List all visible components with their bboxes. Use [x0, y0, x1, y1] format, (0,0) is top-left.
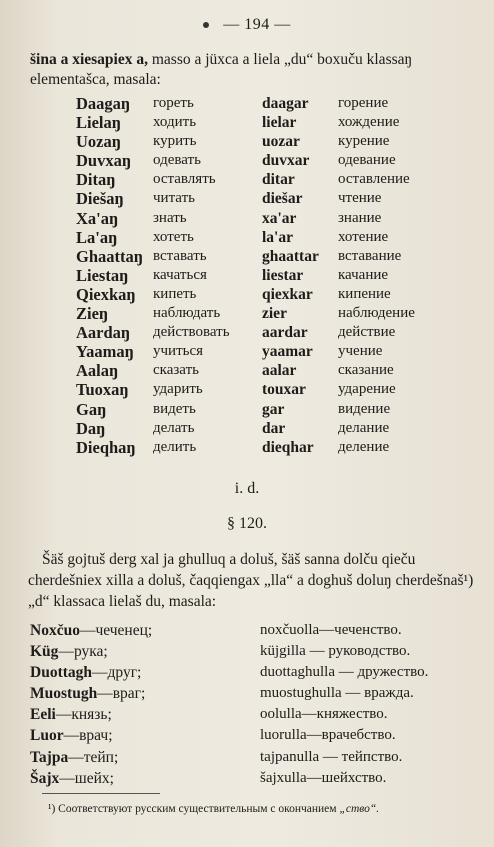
verb-row — [0, 94, 494, 113]
derived-noun: noxčuolla—чеченство. — [260, 622, 402, 638]
noun-word: Tajpa — [30, 748, 69, 766]
noun-row — [0, 662, 494, 683]
verb-row — [0, 361, 494, 380]
noun-entry — [30, 768, 114, 789]
verb-word: Qiexkaŋ — [76, 284, 136, 304]
verb-word: Daŋ — [76, 418, 106, 438]
noun-entry — [30, 747, 118, 768]
noun-word: Muostugh — [30, 685, 98, 703]
noun-word: Šajx — [30, 769, 60, 787]
verb-row — [0, 189, 494, 208]
noun-translation: —врач; — [63, 727, 113, 745]
noun-word: Noxčuo — [30, 622, 80, 639]
verb-translation: кипеть — [153, 285, 197, 302]
derived-noun: muostughulla — вражда. — [260, 685, 414, 702]
noun-translation: горение — [338, 95, 389, 111]
noun-translation: сказание — [338, 362, 394, 379]
noun-translation: качание — [338, 266, 389, 283]
verb-word: Aalaŋ — [76, 361, 119, 381]
noun-translation: делание — [338, 419, 390, 436]
verb-translation: гореть — [153, 95, 194, 111]
noun-translation: действие — [338, 324, 396, 341]
noun-row — [0, 683, 494, 704]
verb-word: Gaŋ — [76, 399, 107, 419]
noun-translation: видение — [338, 400, 391, 417]
noun-word: Duottagh — [30, 664, 93, 682]
verb-word: Diešaŋ — [76, 189, 124, 209]
noun-word: duvxar — [262, 152, 310, 170]
noun-word: touxar — [262, 381, 306, 399]
verb-translation: читать — [153, 190, 195, 207]
noun-translation: хотение — [338, 228, 389, 245]
intro-bold: šina a xiesapiex a, — [30, 51, 148, 68]
verb-row — [0, 266, 494, 285]
verb-word: Yaamaŋ — [76, 342, 134, 362]
verb-translation: наблюдать — [153, 305, 221, 322]
noun-translation: —тейп; — [68, 748, 119, 766]
verb-translation: хотеть — [153, 228, 194, 245]
verb-word: Aardaŋ — [76, 323, 131, 343]
verb-translation: ударить — [153, 381, 203, 398]
verb-translation: действовать — [153, 324, 230, 341]
verb-word: Zieŋ — [76, 304, 109, 324]
page-number: — 194 — — [223, 16, 291, 33]
intro-paragraph — [30, 50, 482, 90]
noun-row — [0, 620, 494, 641]
verb-translation: сказать — [153, 362, 199, 379]
noun-derivation-table — [0, 620, 494, 789]
derived-noun: oolulla—княжество. — [260, 706, 388, 723]
verb-row — [0, 400, 494, 419]
noun-entry — [30, 704, 112, 725]
verb-translation: одевать — [153, 152, 201, 169]
noun-word: uozar — [262, 133, 300, 151]
section-title: § 120. — [227, 515, 267, 532]
derived-noun: tajpanulla — тейпство. — [260, 748, 403, 765]
noun-word: xa'ar — [262, 209, 297, 227]
verb-word: Ditaŋ — [76, 170, 116, 190]
noun-translation: оставление — [338, 171, 410, 188]
noun-word: liestar — [262, 266, 304, 284]
derived-noun: luorulla—врачебство. — [260, 727, 396, 744]
noun-translation: —друг; — [92, 664, 142, 682]
verb-translation: видеть — [153, 400, 196, 417]
verb-word: Uozaŋ — [76, 132, 121, 152]
ie-abbreviation: i. d. — [234, 480, 260, 497]
verb-row — [0, 342, 494, 361]
page-header — [0, 16, 494, 34]
noun-word: diešar — [262, 190, 303, 208]
noun-word: ghaattar — [262, 247, 319, 265]
noun-word: la'ar — [262, 228, 293, 246]
verb-row — [0, 304, 494, 323]
verb-row — [0, 132, 494, 151]
noun-translation: —князь; — [55, 706, 112, 724]
noun-word: aardar — [262, 324, 308, 342]
verb-word: Xa'aŋ — [76, 208, 119, 228]
verb-word: Tuoxaŋ — [76, 380, 129, 400]
verb-translation: знать — [153, 209, 187, 226]
noun-translation: знание — [338, 209, 382, 226]
verb-translation: учиться — [153, 343, 204, 360]
noun-translation: чтение — [338, 190, 382, 207]
verb-word: La'aŋ — [76, 227, 118, 247]
noun-entry — [30, 641, 108, 662]
noun-row — [0, 641, 494, 662]
noun-word: ditar — [262, 171, 295, 189]
noun-translation: курение — [338, 133, 390, 150]
noun-row — [0, 704, 494, 725]
derived-noun: küjgilla — руководство. — [260, 643, 411, 660]
verb-translation: курить — [153, 133, 197, 150]
noun-word: daagar — [262, 95, 309, 112]
noun-entry — [30, 725, 113, 746]
verb-noun-table — [0, 94, 494, 457]
noun-word: Küg — [30, 643, 59, 661]
noun-translation: —рука; — [58, 643, 108, 661]
noun-word: dar — [262, 419, 286, 437]
footnote-suffix: „ство“. — [339, 803, 380, 815]
verb-row — [0, 151, 494, 170]
verb-row — [0, 380, 494, 399]
noun-translation: одевание — [338, 152, 396, 169]
verb-word: Ghaattaŋ — [76, 246, 143, 266]
noun-word: aalar — [262, 362, 297, 380]
verb-translation: качаться — [153, 266, 207, 283]
noun-word: lielar — [262, 114, 297, 132]
noun-entry — [30, 662, 141, 683]
noun-translation: хождение — [338, 114, 400, 131]
verb-row — [0, 113, 494, 132]
footnote-text: ¹) Соответствуют русским существительным с окончанием — [48, 803, 340, 815]
verb-row — [0, 247, 494, 266]
derived-noun: šajxulla—шейхство. — [260, 769, 387, 786]
ink-dot — [203, 22, 209, 28]
noun-translation: вставание — [338, 247, 402, 264]
noun-translation: —чеченец; — [79, 622, 153, 639]
noun-word: Eeli — [30, 706, 56, 724]
noun-translation: кипение — [338, 285, 391, 302]
footnote — [48, 802, 488, 817]
verb-row — [0, 285, 494, 304]
noun-entry — [30, 683, 145, 704]
noun-row — [0, 768, 494, 789]
noun-word: dieqhar — [262, 438, 314, 456]
verb-word: Daagaŋ — [76, 94, 131, 113]
verb-word: Duvxaŋ — [76, 151, 132, 171]
verb-word: Liestaŋ — [76, 265, 129, 285]
verb-translation: ходить — [153, 114, 197, 131]
noun-translation: учение — [338, 343, 383, 360]
noun-row — [0, 747, 494, 768]
noun-word: gar — [262, 400, 285, 418]
intro-text: masso a jüxca a liela „du“ boxuču klassaŋ elementašca, masala: — [30, 51, 413, 88]
verb-row — [0, 323, 494, 342]
noun-translation: деление — [338, 438, 390, 455]
verb-translation: делать — [153, 419, 195, 436]
noun-word: qiexkar — [262, 285, 313, 303]
footnote-divider — [42, 793, 160, 794]
verb-row — [0, 438, 494, 457]
verb-row — [0, 419, 494, 438]
noun-word: Luor — [30, 727, 64, 745]
noun-entry — [30, 620, 152, 641]
verb-word: Lielaŋ — [76, 113, 121, 133]
verb-translation: делить — [153, 438, 197, 455]
noun-translation: —шейх; — [59, 769, 114, 787]
verb-row — [0, 209, 494, 228]
noun-row — [0, 725, 494, 746]
noun-word: zier — [262, 305, 287, 323]
derived-noun: duottaghulla — дружество. — [260, 664, 429, 681]
verb-translation: оставлять — [153, 171, 216, 188]
noun-word: yaamar — [262, 343, 313, 361]
noun-translation: —враг; — [97, 685, 146, 703]
verb-row — [0, 228, 494, 247]
verb-word: Dieqhaŋ — [76, 437, 136, 457]
noun-translation: наблюдение — [338, 305, 415, 322]
section-paragraph: Šäš gojtuš derg xal ja ghulluq a doluš, šäš sanna dolču qieču cherdešniex xilla a doluš, čaqqiengax „lla“ a doghuš doluŋ cherdešnaš¹) „d“ klassaca lielaš du, masala: — [28, 551, 474, 610]
verb-translation: вставать — [153, 247, 207, 264]
noun-translation: ударение — [338, 381, 396, 398]
verb-row — [0, 170, 494, 189]
